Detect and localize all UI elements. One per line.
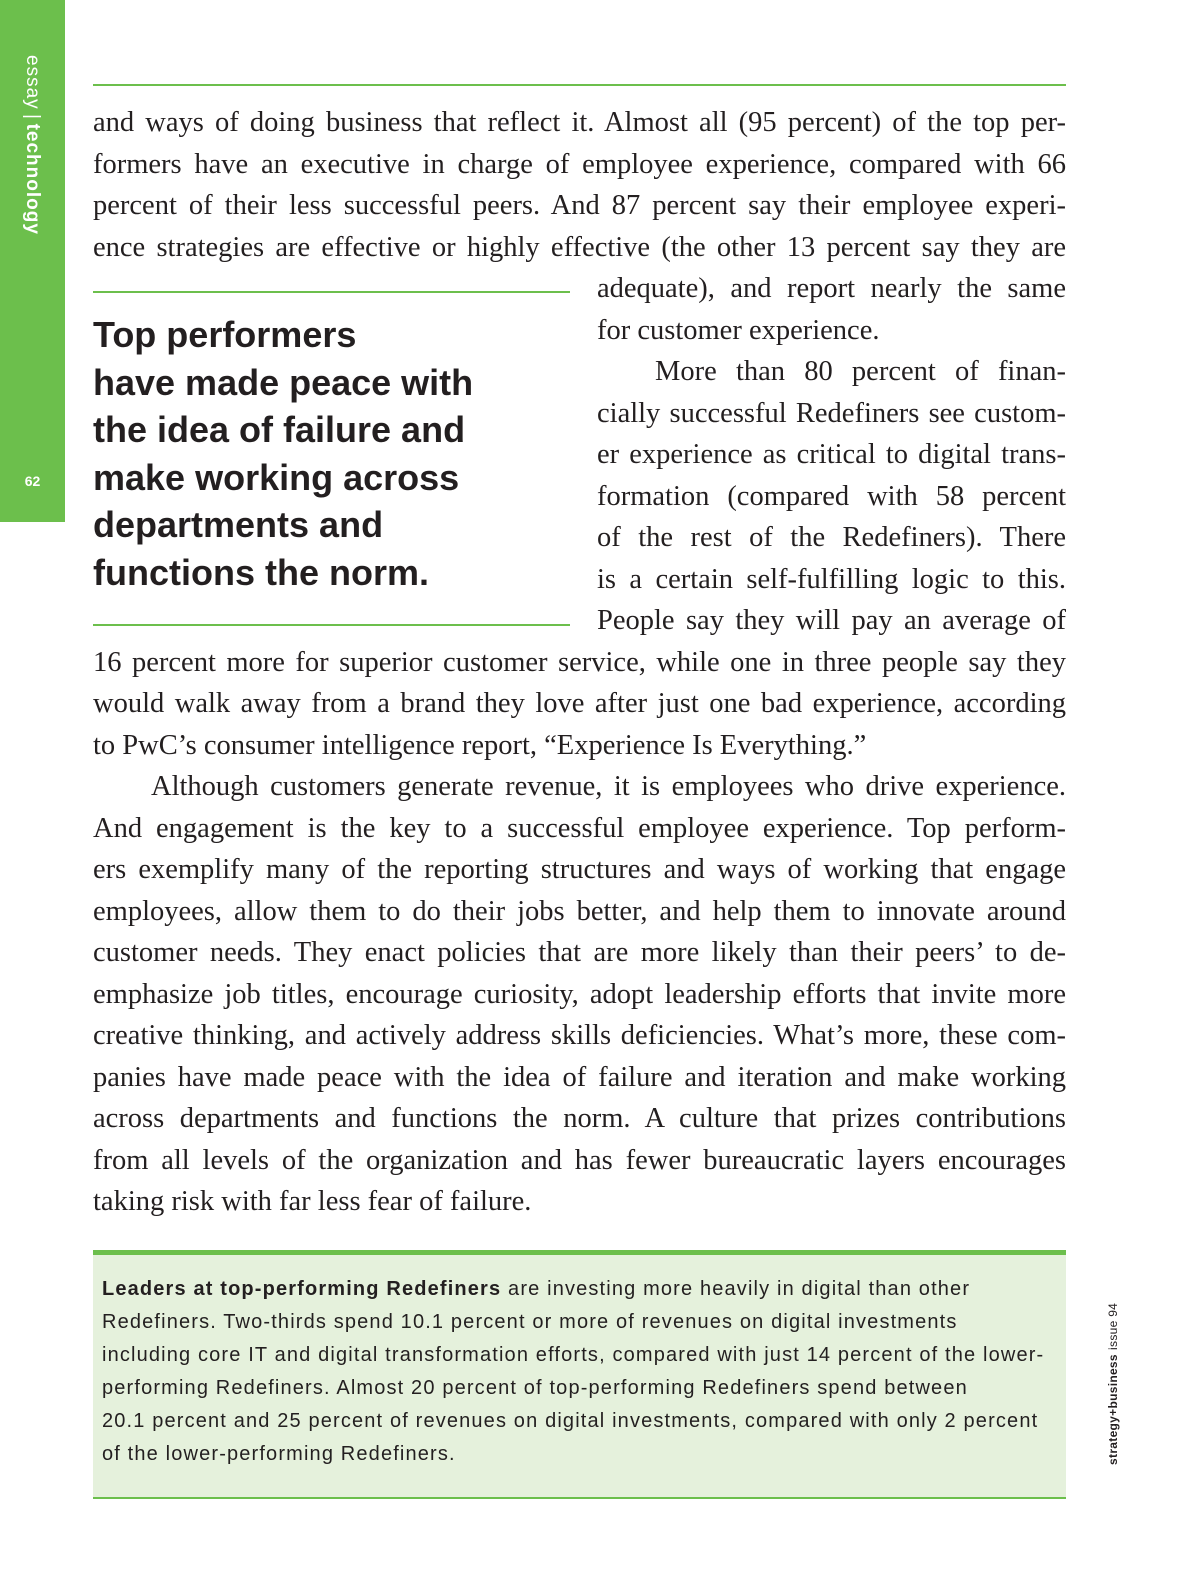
page-number: 62: [24, 473, 41, 489]
callout-bottom-rule: [93, 1497, 1066, 1499]
body-text-line: ence strategies are effective or highly effective (the other 13 percent say they are: [93, 231, 1066, 263]
callout-text: [102, 1273, 1062, 1471]
callout-line: including core IT and digital transformation efforts, compared with just 14 percent of the lower-: [102, 1344, 1045, 1366]
body-text-line: And engagement is the key to a successful employee experience. Top perform-: [93, 812, 1066, 844]
body-text-line: creative thinking, and actively address skills deficiencies. What’s more, these com-: [93, 1020, 1066, 1051]
body-text-line: formation (compared with 58 percent: [597, 480, 1066, 512]
pull-quote-line: departments and: [93, 504, 384, 546]
callout-line: of the lower-performing Redefiners.: [102, 1443, 456, 1465]
body-text-line: 16 percent more for superior customer service, while one in three people say they: [93, 646, 1066, 678]
callout-line: 20.1 percent and 25 percent of revenues on digital investments, compared with only 2 percent: [102, 1410, 1039, 1432]
pull-quote-line: the idea of failure and: [93, 409, 466, 451]
section-name: essay: [22, 55, 43, 110]
callout-box: [93, 1250, 1066, 1499]
body-text-line: ers exemplify many of the reporting structures and ways of working that engage: [93, 854, 1066, 885]
body-text-line: er experience as critical to digital trans-: [597, 439, 1066, 470]
pull-quote: [93, 311, 570, 597]
body-text-line: and ways of doing business that reflect it. Almost all (95 percent) of the top per-: [93, 107, 1066, 138]
section-label: [20, 55, 44, 235]
article-body-top: [93, 102, 1066, 268]
callout-line: Redefiners. Two-thirds spend 10.1 percent or more of revenues on digital investments: [102, 1311, 958, 1333]
pull-quote-bottom-rule: [93, 624, 570, 626]
issue-number: issue 94: [1106, 1303, 1120, 1351]
body-text-line: employees, allow them to do their jobs better, and help them to innovate around: [93, 895, 1066, 927]
body-text-line: formers have an executive in charge of employee experience, compared with 66: [93, 148, 1066, 180]
body-text-line: emphasize job titles, encourage curiosity, adopt leadership efforts that invite more: [93, 978, 1066, 1010]
section-topic: technology: [22, 123, 43, 235]
section-side-band: [0, 0, 65, 522]
top-rule: [93, 84, 1066, 86]
article-body-right-column: [597, 268, 1066, 642]
section-separator: |: [22, 113, 43, 120]
body-text-line: adequate), and report nearly the same: [597, 273, 1066, 304]
body-text-line: customer needs. They enact policies that are more likely than their peers’ to de-: [93, 937, 1066, 968]
publication-folio: [1105, 1303, 1121, 1465]
pull-quote-line: make working across: [93, 456, 460, 498]
body-text-line: is a certain self-fulfilling logic to this.: [597, 563, 1066, 595]
body-text-line: for customer experience.: [597, 314, 880, 346]
pull-quote-line: functions the norm.: [93, 551, 429, 593]
body-text-line: More than 80 percent of finan-: [655, 356, 1066, 387]
body-text-line: panies have made peace with the idea of failure and iteration and make working: [93, 1061, 1066, 1093]
body-text-line: percent of their less successful peers. And 87 percent say their employee experi-: [93, 190, 1066, 221]
body-text-line: across departments and functions the norm. A culture that prizes contributions: [93, 1103, 1066, 1134]
publication-name: strategy+business: [1106, 1354, 1120, 1465]
callout-lead-continuation: are investing more heavily in digital than other: [508, 1278, 971, 1300]
body-text-line: Although customers generate revenue, it is employees who drive experience.: [151, 771, 1066, 802]
body-text-line: would walk away from a brand they love after just one bad experience, according: [93, 688, 1066, 719]
body-text-line: cially successful Redefiners see custom-: [597, 397, 1066, 429]
callout-line: performing Redefiners. Almost 20 percent of top-performing Redefiners spend between: [102, 1377, 968, 1399]
body-text-line: of the rest of the Redefiners). There: [597, 522, 1066, 553]
body-text-line: from all levels of the organization and has fewer bureaucratic layers encourages: [93, 1144, 1066, 1176]
pull-quote-line: have made peace with: [93, 361, 474, 403]
pull-quote-line: Top performers: [93, 314, 357, 355]
body-text-line: People say they will pay an average of: [597, 605, 1066, 636]
callout-line: [102, 1273, 1062, 1306]
body-text-line: taking risk with far less fear of failure.: [93, 1186, 532, 1217]
pull-quote-top-rule: [93, 291, 570, 293]
article-body-bottom: [93, 642, 1066, 1223]
callout-lead: Leaders at top-performing Redefiners: [102, 1278, 502, 1300]
body-text-line: to PwC’s consumer intelligence report, “Experience Is Everything.”: [93, 729, 867, 761]
